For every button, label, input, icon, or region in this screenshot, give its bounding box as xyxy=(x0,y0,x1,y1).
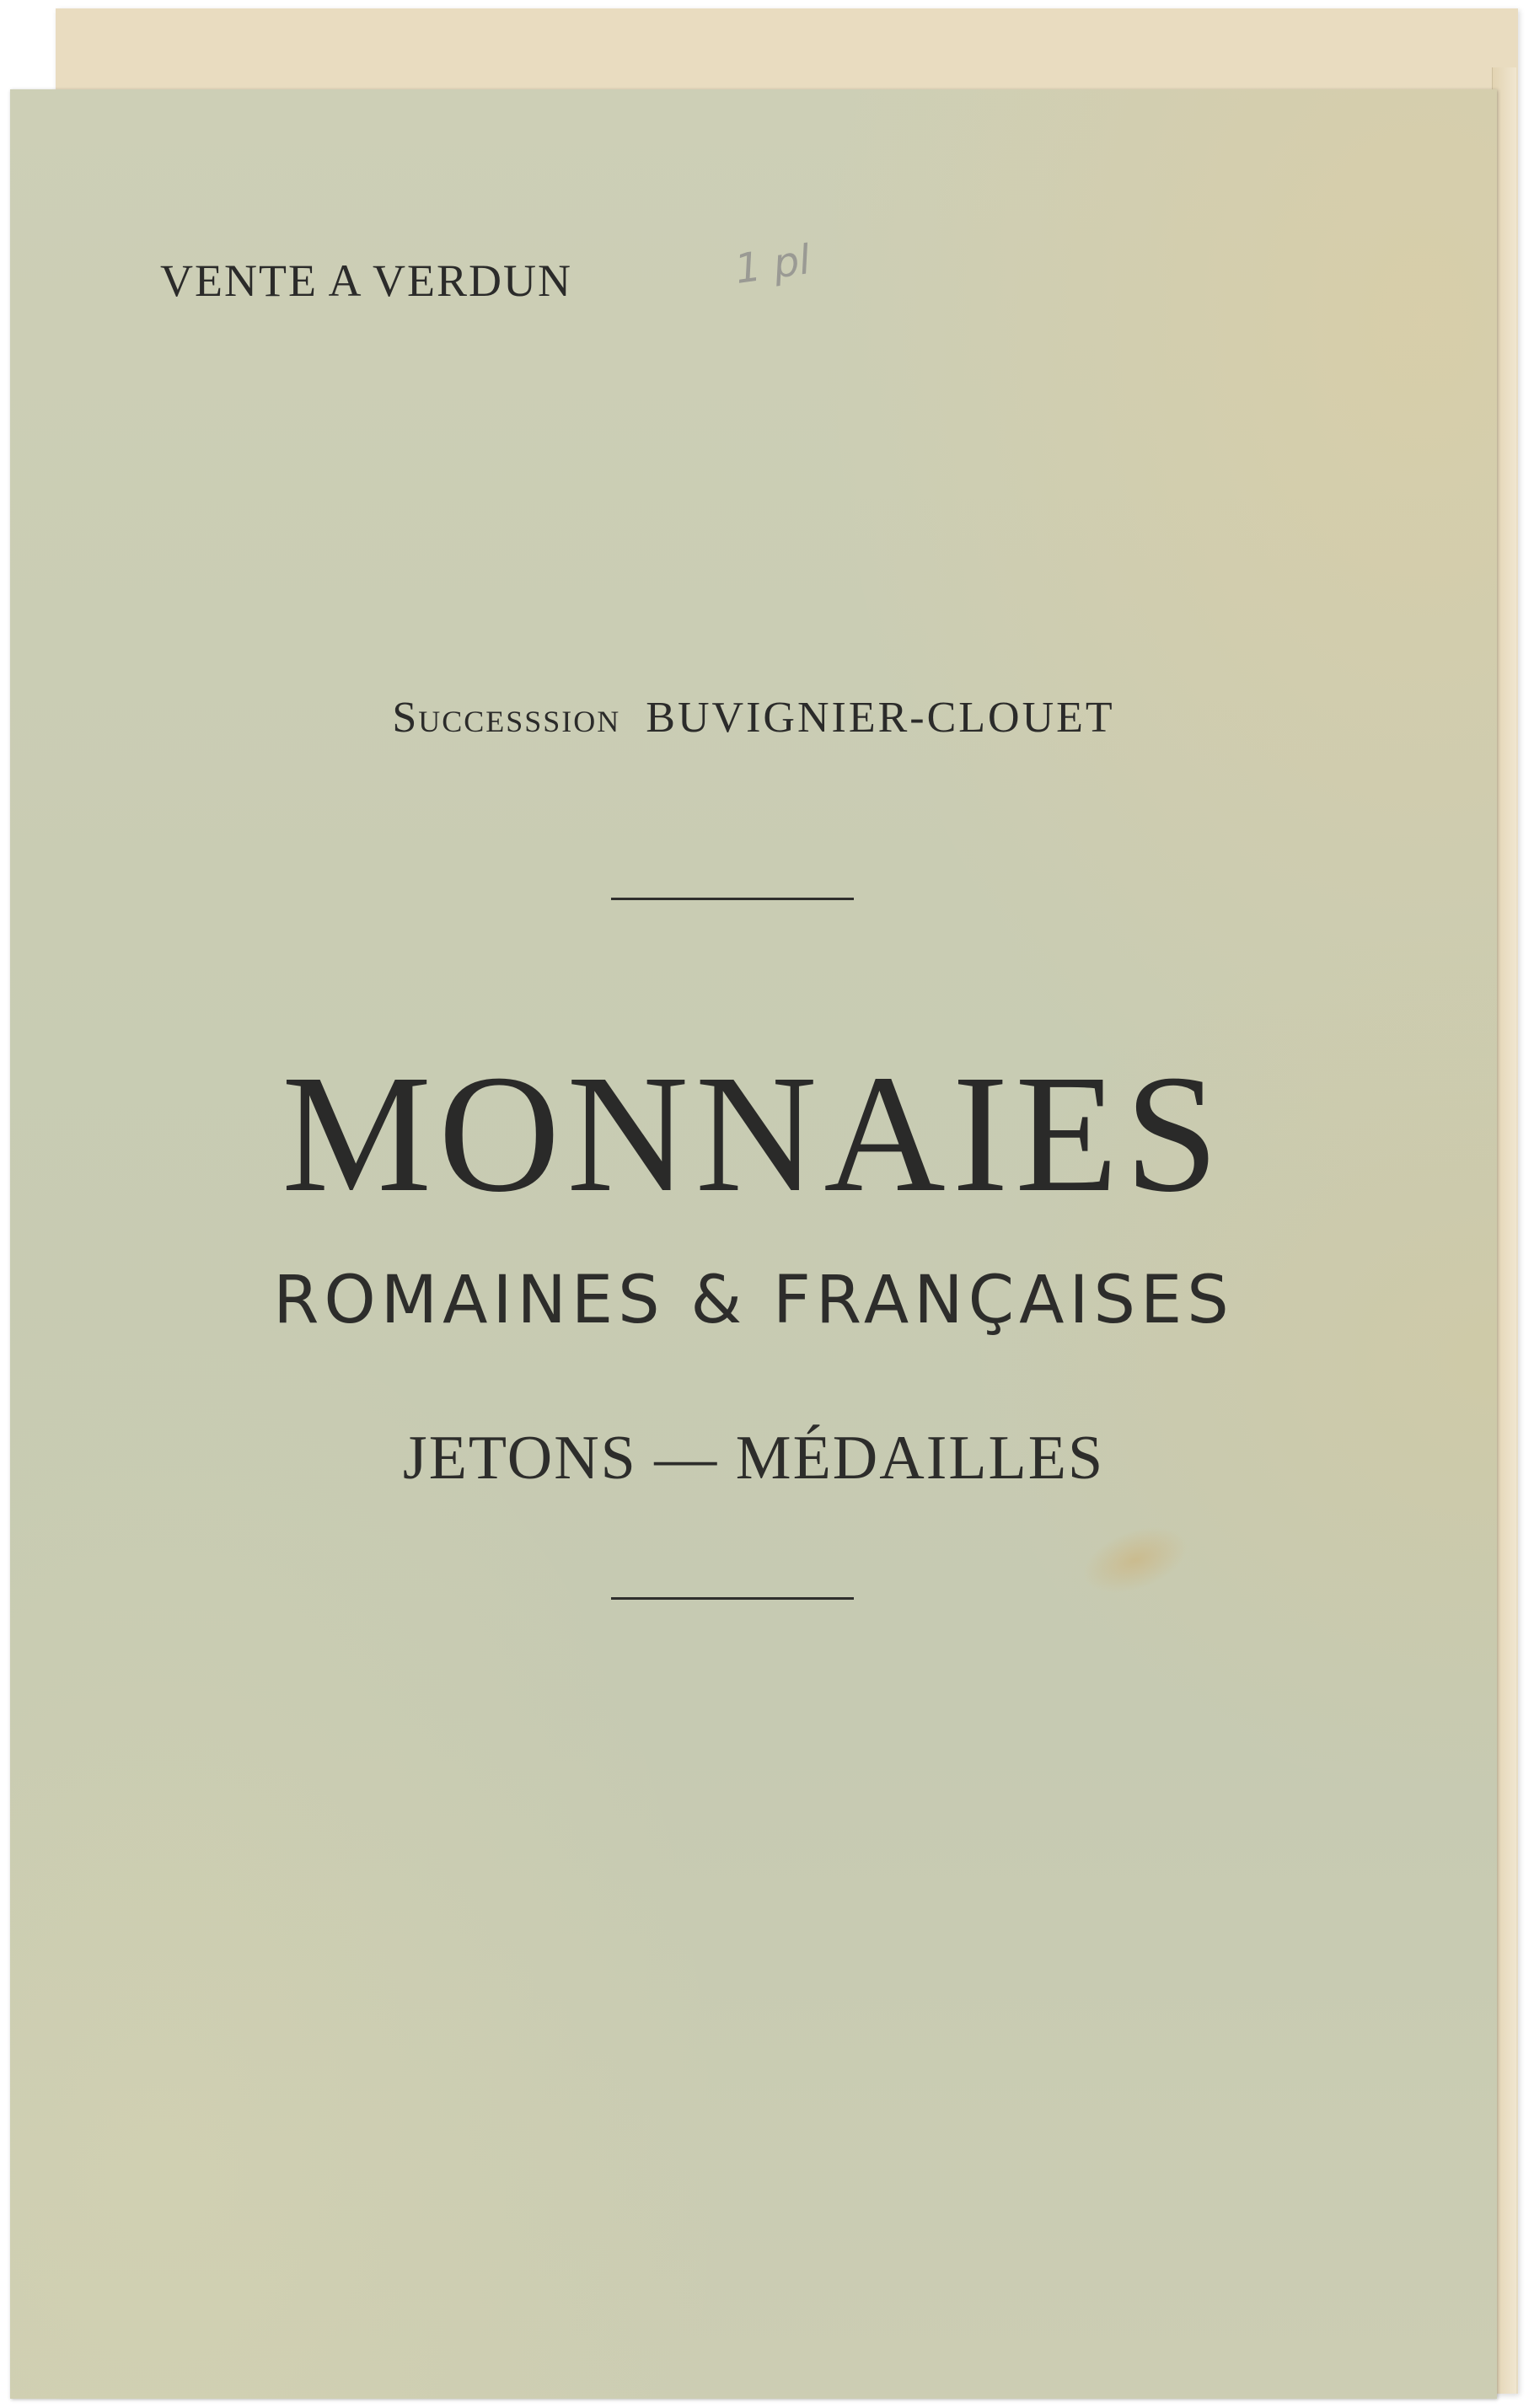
succession-line xyxy=(10,693,1497,743)
top-rule xyxy=(611,898,854,900)
pencil-annotation: 1 pl xyxy=(732,236,814,293)
bottom-rule xyxy=(611,1597,854,1600)
paper-stain xyxy=(1074,1514,1197,1606)
categories-line: JETONS — MÉDAILLES xyxy=(402,1424,1105,1493)
sale-location-line: VENTE A VERDUN xyxy=(160,255,573,306)
subtitle: ROMAINES & FRANÇAISES xyxy=(273,1263,1234,1338)
catalogue-cover xyxy=(10,89,1497,2399)
succession-label: Successsion xyxy=(392,694,621,742)
succession-name: BUVIGNIER-CLOUET xyxy=(646,694,1115,742)
main-title: MONNAIES xyxy=(282,1041,1226,1227)
